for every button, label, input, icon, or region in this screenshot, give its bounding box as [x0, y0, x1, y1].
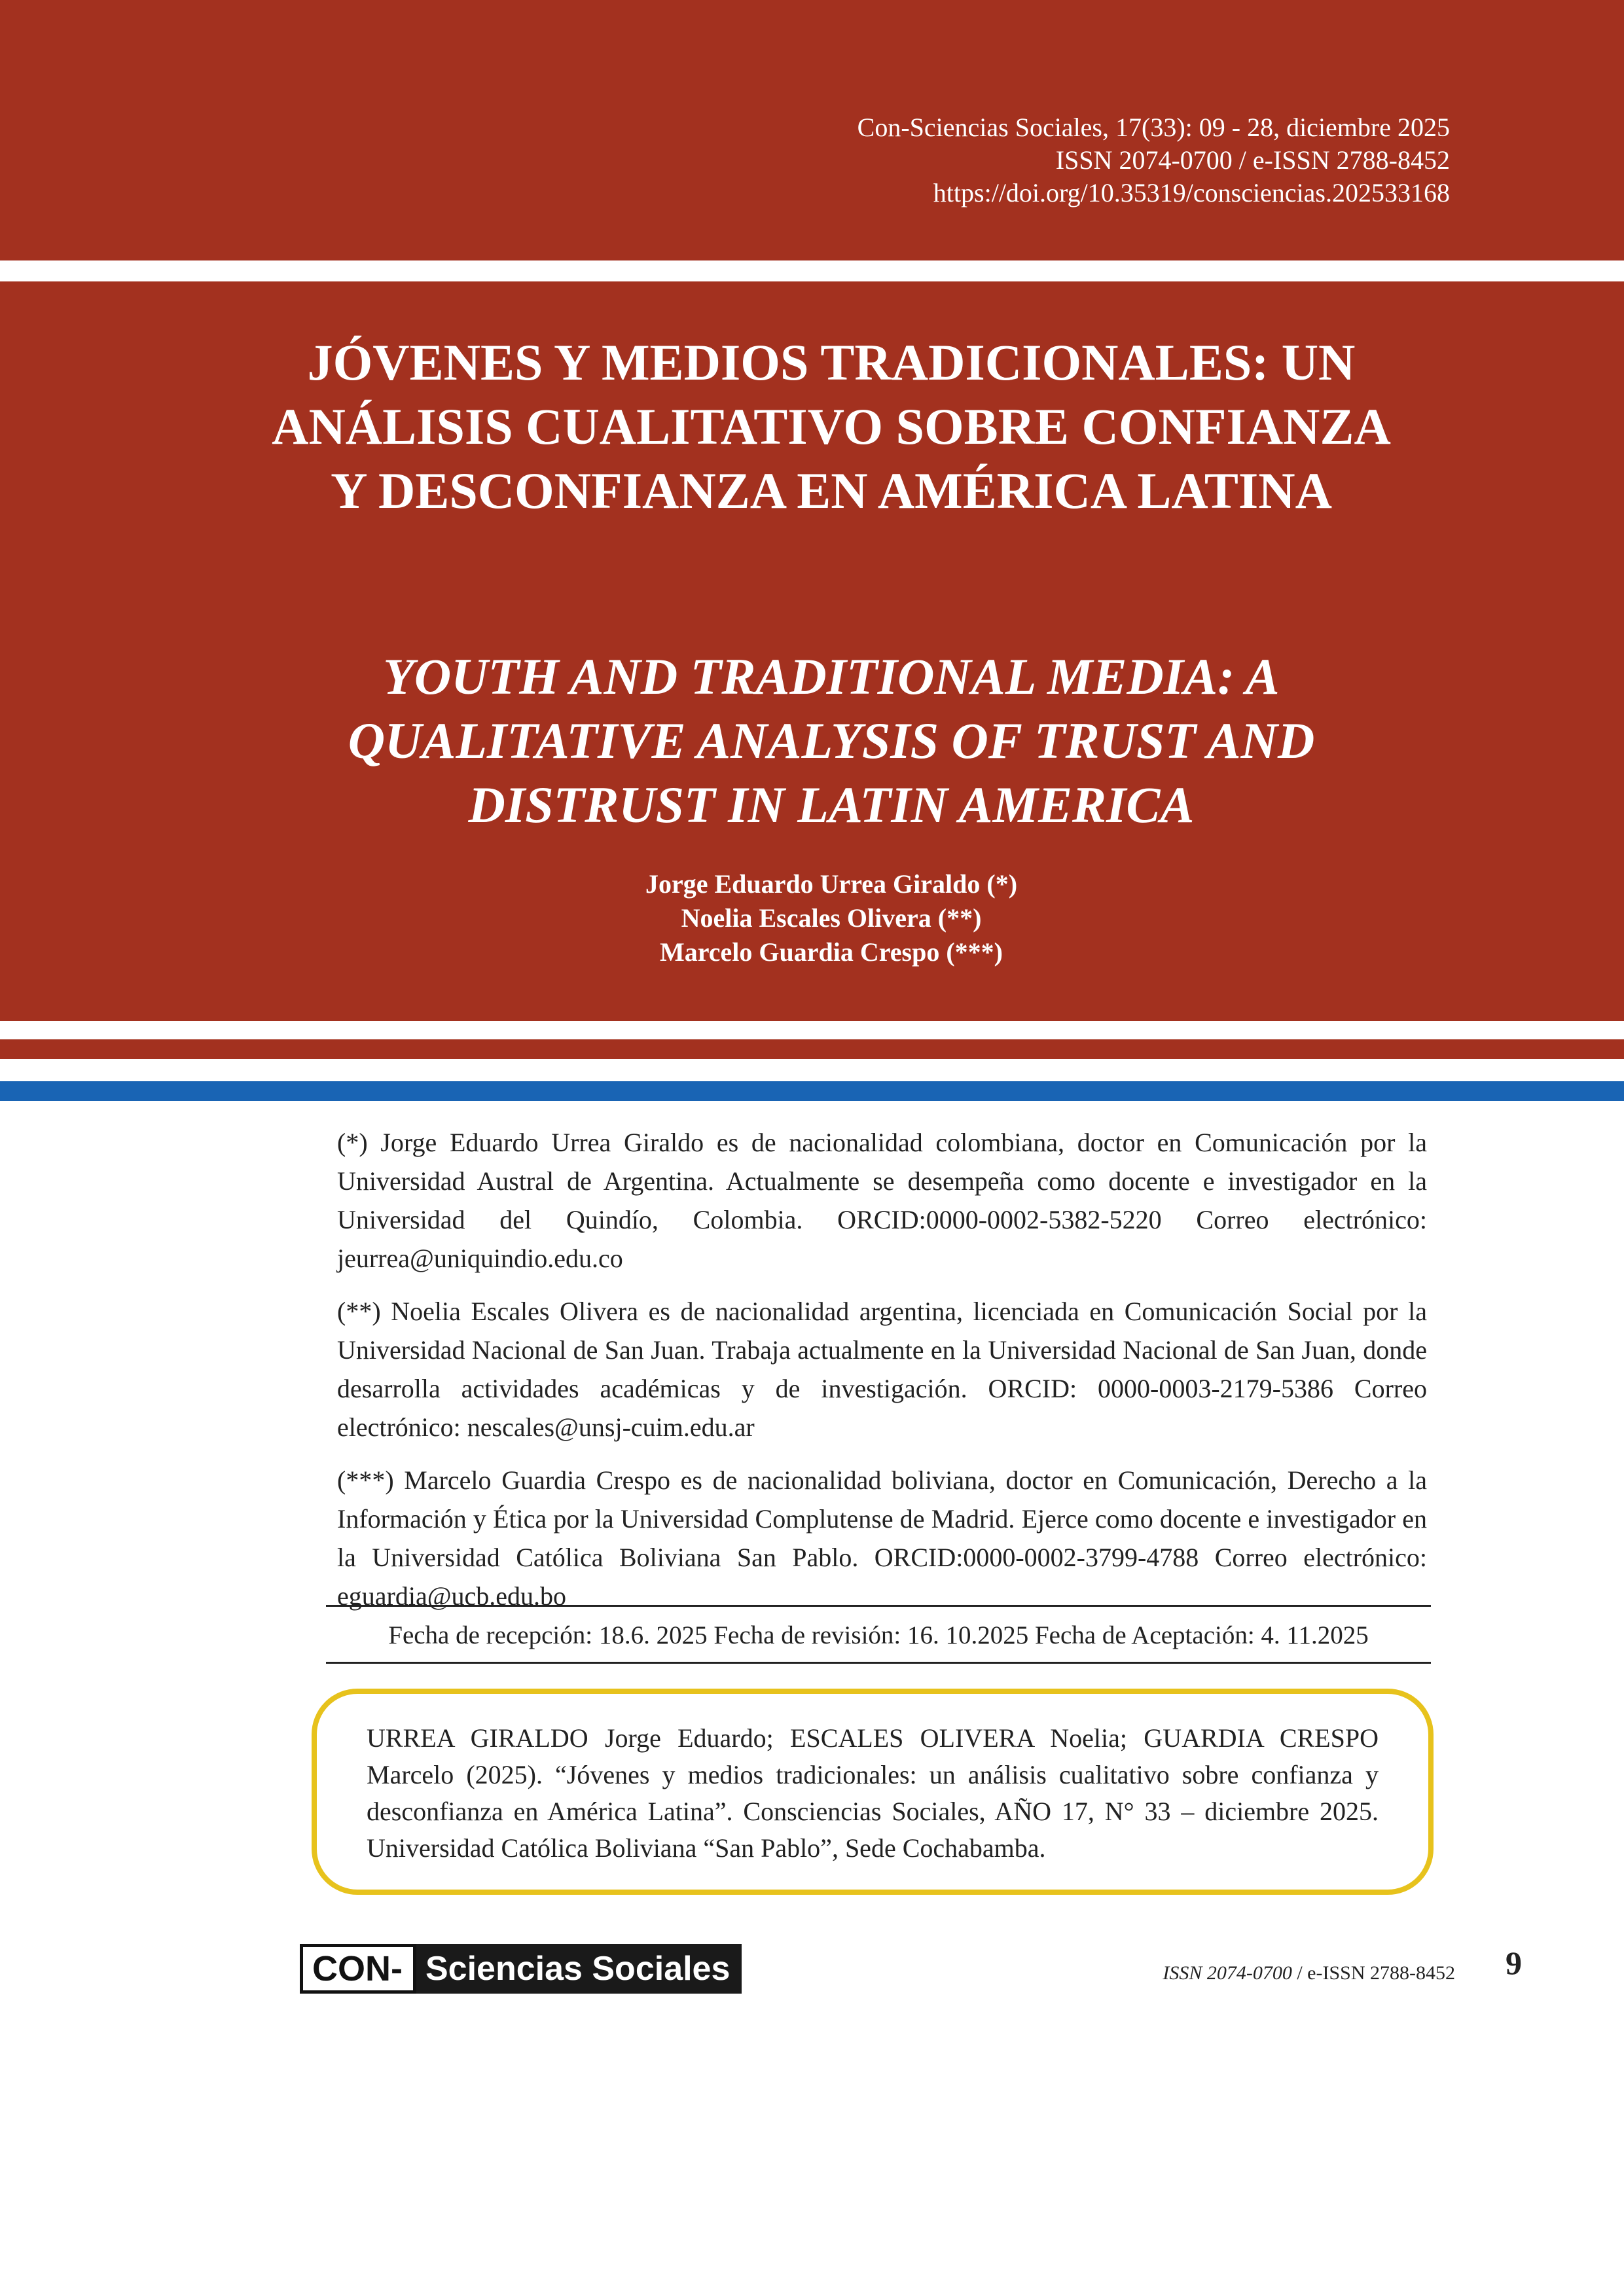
footer-issn: [1163, 1962, 1455, 1984]
journal-metadata: [857, 111, 1450, 209]
submission-dates: Fecha de recepción: 18.6. 2025 Fecha de revisión: 16. 10.2025 Fecha de Aceptación: 4. 11.2025: [326, 1605, 1431, 1664]
footer-issn-electronic: e-ISSN 2788-8452: [1307, 1962, 1455, 1984]
author-name: Jorge Eduardo Urrea Giraldo (*): [645, 869, 1018, 899]
author-bio: (***) Marcelo Guardia Crespo es de nacionalidad boliviana, doctor en Comunicación, Derecho a la Información y Ética por la Universidad Complutense de Madrid. Ejerce como docente e investigador en la Universidad Católica Boliviana San Pablo. ORCID:0000-0002-3799-4788 Correo electrónico: eguardia@ucb.edu.bo: [337, 1465, 1427, 1611]
logo-con-text: CON-: [300, 1944, 416, 1994]
divider-blue: [0, 1081, 1624, 1101]
doi-link[interactable]: https://doi.org/10.35319/consciencias.202533168: [933, 178, 1450, 207]
author-bios: [337, 1123, 1427, 1630]
footer-issn-separator: /: [1291, 1962, 1308, 1984]
logo-sciencias-text: Sciencias Sociales: [416, 1944, 742, 1994]
journal-logo: [300, 1944, 742, 1994]
author-bio: (*) Jorge Eduardo Urrea Giraldo es de nacionalidad colombiana, doctor en Comunicación por la Universidad Austral de Argentina. Actualmente se desempeña como docente e investigador en la Universidad del Quindío, Colombia. ORCID:0000-0002-5382-5220 Correo electrónico: jeurrea@uniquindio.edu.co: [337, 1128, 1427, 1273]
citation-text: URREA GIRALDO Jorge Eduardo; ESCALES OLIVERA Noelia; GUARDIA CRESPO Marcelo (2025). “Jóvenes y medios tradicionales: un análisis cualitativo sobre confianza y desconfianza en América Latina”. Consciencias Sociales, AÑO 17, N° 33 – diciembre 2025. Universidad Católica Boliviana “San Pablo”, Sede Cochabamba.: [367, 1723, 1379, 1863]
header-band: [0, 0, 1624, 260]
footer-issn-print: ISSN 2074-0700: [1163, 1962, 1292, 1984]
author-name: Noelia Escales Olivera (**): [681, 903, 982, 933]
author-name: Marcelo Guardia Crespo (***): [659, 937, 1003, 967]
divider-red: [0, 1039, 1624, 1059]
citation-box: [312, 1689, 1434, 1895]
journal-citation-line: Con-Sciencias Sociales, 17(33): 09 - 28, diciembre 2025: [857, 113, 1450, 142]
author-list: [524, 867, 1139, 969]
title-english: YOUTH AND TRADITIONAL MEDIA: A QUALITATIVE ANALYSIS OF TRUST AND DISTRUST IN LATIN AMERICA: [348, 648, 1315, 833]
page-number: 9: [1506, 1945, 1522, 1981]
issn-line: ISSN 2074-0700 / e-ISSN 2788-8452: [1055, 145, 1450, 175]
title-spanish: JÓVENES Y MEDIOS TRADICIONALES: UN ANÁLISIS CUALITATIVO SOBRE CONFIANZA Y DESCONFIANZA EN AMÉRICA LATINA: [272, 334, 1391, 519]
title-band: [0, 281, 1624, 1021]
author-bio: (**) Noelia Escales Olivera es de nacionalidad argentina, licenciada en Comunicación Social por la Universidad Nacional de San Juan. Trabaja actualmente en la Universidad Nacional de San Juan, donde desarrolla actividades académicas y de investigación. ORCID: 0000-0003-2179-5386 Correo electrónico: nescales@unsj-cuim.edu.ar: [337, 1297, 1427, 1442]
